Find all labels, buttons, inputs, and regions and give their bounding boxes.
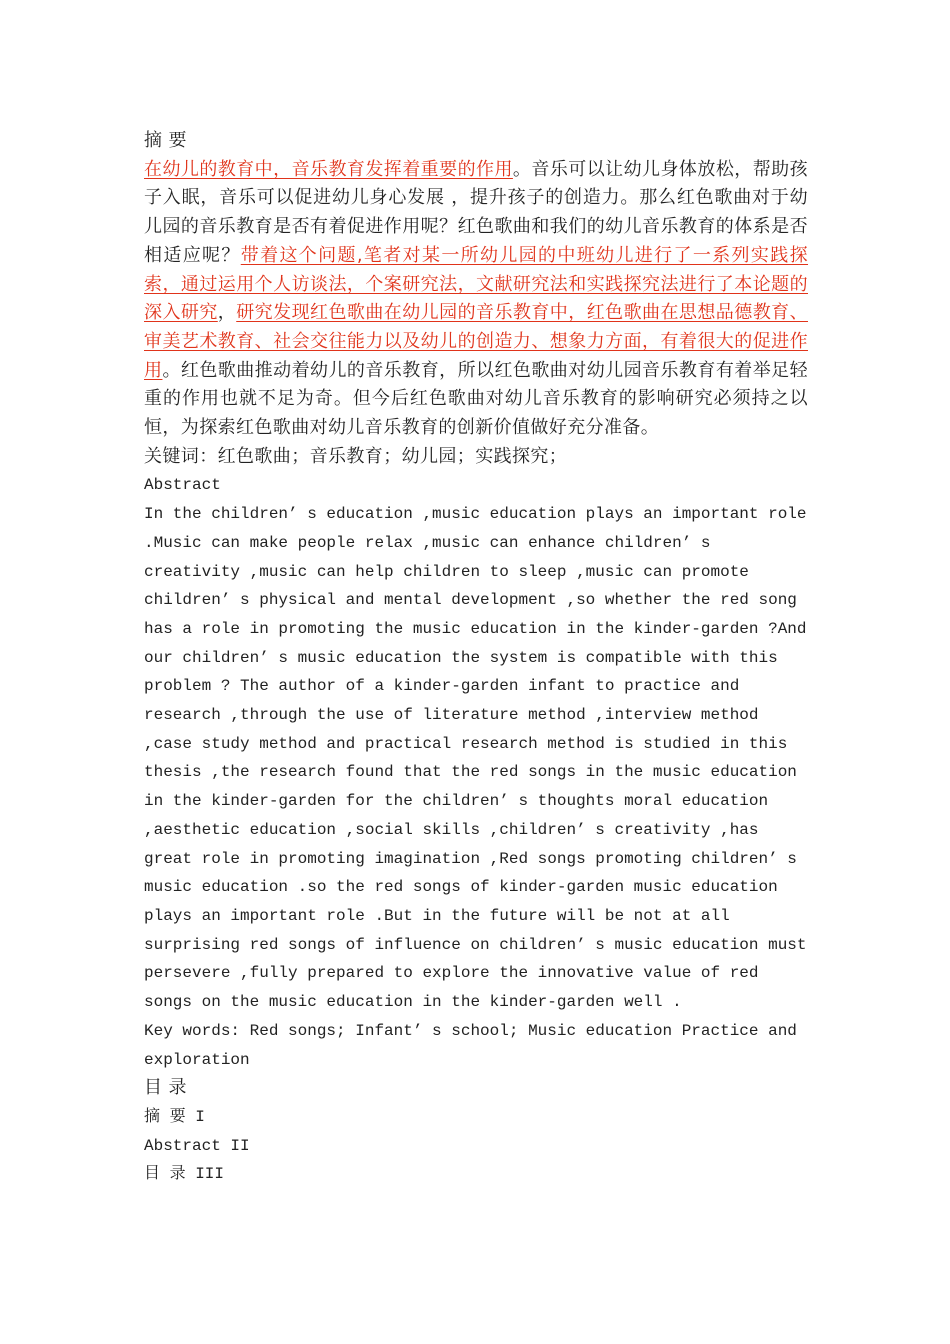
abstract-en-body: In the children’ s education ,music education plays an important role .Music can make people relax ,music can enhance children’ s creativity ,music can help children to sleep ,music can promote children’ s physical and mental development ,so whether the red song has a role in promoting the music education in the kinder-garden ?And our children’ s music education the system is compatible with this problem ? The author of a kinder-garden infant to practice and research ,through the use of literature method ,interview method ,case study method and practical research method is studied in this thesis ,the research found that the red songs in the music education in the kinder-garden for the children’ s thoughts moral education ,aesthetic education ,social skills ,children’ s creativity ,has great role in promoting imagination ,Red songs promoting children’ s music education .so the red songs of kinder-garden music education plays an important role .But in the future will be not at all surprising red songs of influence on children’ s music education must persevere ,fully prepared to explore the innovative value of red songs on the music education in the kinder-garden well .: [144, 505, 807, 1012]
body-text: 。红色歌曲推动着幼儿的音乐教育，所以红色歌曲对幼儿园音乐教育有着举足轻重的作用也就不足为奇。但今后红色歌曲对幼儿音乐教育的影响研究必须持之以恒，为探索红色歌曲对幼儿音乐教育的创新价值做好充分准备。: [144, 359, 808, 439]
abstract-cn-body: [144, 156, 808, 443]
toc-entry: 摘 要 I: [144, 1107, 205, 1126]
toc-entry: 目 录 III: [144, 1165, 225, 1184]
abstract-en-keywords: Key words: Red songs; Infant’ s school; Music education Practice and exploration: [144, 1021, 797, 1069]
highlighted-text: 在幼儿的教育中，音乐教育发挥着重要的作用: [144, 158, 513, 180]
abstract-cn-heading: 摘 要: [144, 130, 187, 151]
body-text: ，: [217, 302, 237, 324]
highlighted-text: 研究发现红色歌曲在幼儿园的音乐教育中，红色歌曲在思想品德教育、审美艺术教育、社会交往能力以及幼儿的创造力、想象力方面，有着很大的促进作用: [144, 302, 808, 381]
highlighted-text: 带着这个问题,笔者对某一所幼儿园的中班幼儿进行了一系列实践探索，通过运用个人访谈法，个案研究法，文献研究法和实践探究法进行了本论题的深入研究: [144, 244, 809, 324]
abstract-cn-keywords: 关键词：红色歌曲；音乐教育；幼儿园；实践探究；: [144, 445, 568, 467]
document-page: [144, 127, 808, 1189]
toc-heading: 目 录: [144, 1077, 187, 1099]
abstract-en-heading: Abstract: [144, 476, 221, 495]
body-text: 。音乐可以让幼儿身体放松，帮助孩子入眠，音乐可以促进幼儿身心发展 ，提升孩子的创造力。那么红色歌曲对于幼儿园的音乐教育是否有着促进作用呢？红色歌曲和我们的幼儿音乐教育的体系是否相适应呢？: [144, 158, 809, 266]
toc-entry: Abstract II: [144, 1136, 250, 1155]
